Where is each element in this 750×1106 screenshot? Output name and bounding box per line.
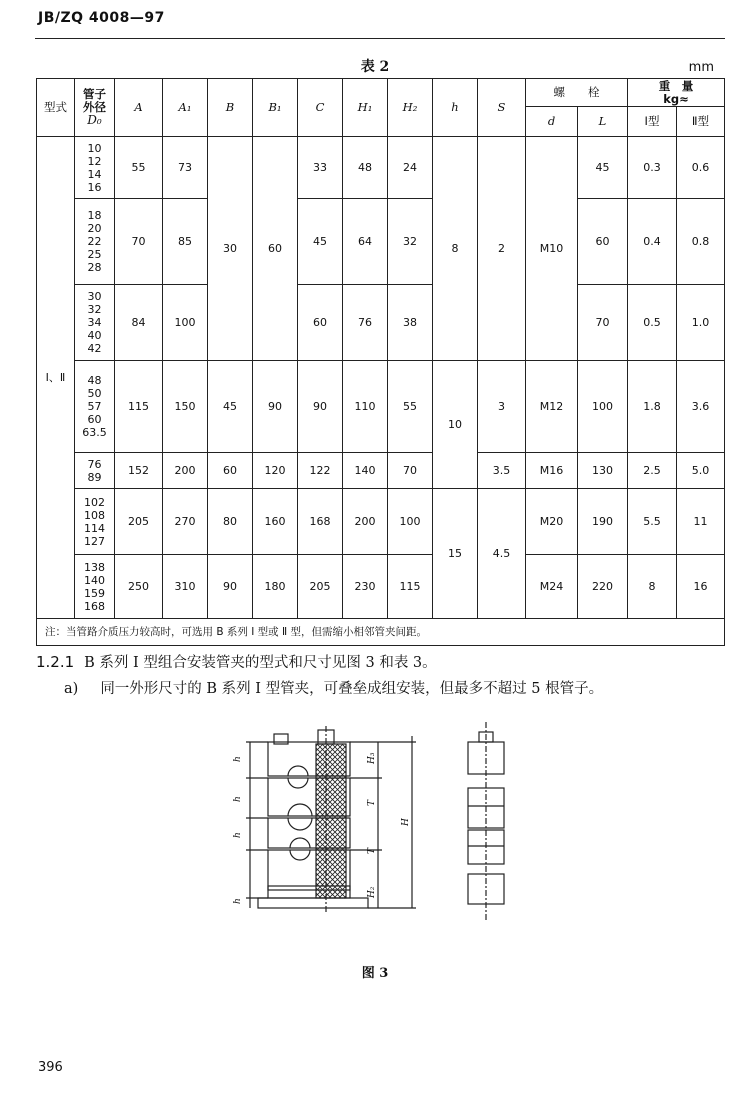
cell-S: 2 bbox=[478, 137, 526, 361]
header-B1: B₁ bbox=[253, 79, 298, 137]
table-row bbox=[37, 489, 725, 555]
dim-label-h: h bbox=[233, 898, 243, 904]
cell-L: 60 bbox=[578, 199, 628, 285]
dim-label-h: h bbox=[233, 832, 243, 838]
cell-C: 205 bbox=[298, 555, 343, 619]
page-number: 396 bbox=[38, 1060, 63, 1075]
header-B: B bbox=[208, 79, 253, 137]
cell-A: 84 bbox=[115, 285, 163, 361]
od-cell: 48 50 57 60 63.5 bbox=[75, 361, 115, 453]
header-H2: H₂ bbox=[388, 79, 433, 137]
cell-H2: 38 bbox=[388, 285, 433, 361]
cell-w1: 0.3 bbox=[628, 137, 677, 199]
dim-label-H3: H₃ bbox=[367, 752, 377, 764]
cell-w1: 1.8 bbox=[628, 361, 677, 453]
cell-C: 33 bbox=[298, 137, 343, 199]
cell-B1: 180 bbox=[253, 555, 298, 619]
cell-L: 220 bbox=[578, 555, 628, 619]
dim-label-h: h bbox=[233, 796, 243, 802]
cell-w2: 3.6 bbox=[677, 361, 725, 453]
cell-d: M24 bbox=[526, 555, 578, 619]
header-A: A bbox=[115, 79, 163, 137]
header-d: d bbox=[526, 107, 578, 137]
cell-C: 45 bbox=[298, 199, 343, 285]
cell-A: 250 bbox=[115, 555, 163, 619]
section-number: 1.2.1 bbox=[36, 653, 75, 671]
cell-H1: 200 bbox=[343, 489, 388, 555]
header-bolt: 螺 栓 bbox=[526, 79, 628, 107]
header-h: h bbox=[433, 79, 478, 137]
cell-A: 55 bbox=[115, 137, 163, 199]
cell-A: 152 bbox=[115, 453, 163, 489]
header-type2: Ⅱ型 bbox=[677, 107, 725, 137]
figure-caption: 图 3 bbox=[361, 966, 389, 981]
cell-L: 100 bbox=[578, 361, 628, 453]
header-rule bbox=[35, 38, 725, 39]
cell-d: M12 bbox=[526, 361, 578, 453]
base-plate bbox=[258, 898, 368, 908]
dim-label-H: H bbox=[401, 818, 411, 826]
cell-w2: 0.6 bbox=[677, 137, 725, 199]
cell-S: 4.5 bbox=[478, 489, 526, 619]
cell-A1: 85 bbox=[163, 199, 208, 285]
section-text: B 系列 Ⅰ 型组合安装管夹的型式和尺寸见图 3 和表 3。 bbox=[84, 655, 437, 671]
figure-3-drawing bbox=[230, 722, 530, 932]
cell-A: 115 bbox=[115, 361, 163, 453]
cell-B1: 160 bbox=[253, 489, 298, 555]
cell-L: 190 bbox=[578, 489, 628, 555]
cell-h: 8 bbox=[433, 137, 478, 361]
cell-C: 90 bbox=[298, 361, 343, 453]
table-row bbox=[37, 285, 725, 361]
cell-H2: 70 bbox=[388, 453, 433, 489]
header-weight: 重 量 kg≈ bbox=[628, 79, 725, 107]
cell-H2: 100 bbox=[388, 489, 433, 555]
table-row bbox=[37, 453, 725, 489]
table-caption: 表 2 bbox=[360, 59, 390, 75]
cell-H1: 76 bbox=[343, 285, 388, 361]
cell-d: M20 bbox=[526, 489, 578, 555]
item-label: a) bbox=[64, 681, 79, 697]
cell-L: 70 bbox=[578, 285, 628, 361]
item-text: 同一外形尺寸的 B 系列 Ⅰ 型管夹，可叠垒成组安装，但最多不超过 5 根管子。 bbox=[100, 681, 604, 697]
dim-label-H2: H₂ bbox=[367, 886, 377, 898]
cell-w2: 16 bbox=[677, 555, 725, 619]
cell-A1: 73 bbox=[163, 137, 208, 199]
cell-A1: 200 bbox=[163, 453, 208, 489]
document-code: JB/ZQ 4008—97 bbox=[38, 10, 165, 26]
cell-H1: 140 bbox=[343, 453, 388, 489]
cell-w2: 5.0 bbox=[677, 453, 725, 489]
cell-S: 3 bbox=[478, 361, 526, 453]
cell-B1: 60 bbox=[253, 137, 298, 361]
cell-h: 15 bbox=[433, 489, 478, 619]
cell-H1: 230 bbox=[343, 555, 388, 619]
cell-A1: 270 bbox=[163, 489, 208, 555]
cell-H1: 110 bbox=[343, 361, 388, 453]
table-row bbox=[37, 199, 725, 285]
cell-h: 10 bbox=[433, 361, 478, 489]
type-cell: Ⅰ、Ⅱ bbox=[37, 137, 75, 619]
cell-d: M10 bbox=[526, 137, 578, 361]
table-note: 注：当管路介质压力较高时，可选用 B 系列 Ⅰ 型或 Ⅱ 型，但需缩小相邻管夹间距。 bbox=[37, 619, 725, 646]
pipe-arc bbox=[288, 766, 308, 776]
cell-B: 80 bbox=[208, 489, 253, 555]
cell-C: 168 bbox=[298, 489, 343, 555]
od-cell: 138 140 159 168 bbox=[75, 555, 115, 619]
cell-A1: 310 bbox=[163, 555, 208, 619]
cell-C: 60 bbox=[298, 285, 343, 361]
cell-A1: 100 bbox=[163, 285, 208, 361]
header-pipe-od: 管子 外径 D₀ bbox=[75, 79, 115, 137]
header-S: S bbox=[478, 79, 526, 137]
cell-B: 45 bbox=[208, 361, 253, 453]
cell-H2: 55 bbox=[388, 361, 433, 453]
dim-label-T: T bbox=[367, 799, 377, 806]
list-item-a bbox=[64, 677, 603, 698]
table-unit: mm bbox=[688, 60, 714, 75]
od-cell: 30 32 34 40 42 bbox=[75, 285, 115, 361]
header-H1: H₁ bbox=[343, 79, 388, 137]
cell-A1: 150 bbox=[163, 361, 208, 453]
cell-w1: 0.4 bbox=[628, 199, 677, 285]
od-cell: 76 89 bbox=[75, 453, 115, 489]
cell-A: 205 bbox=[115, 489, 163, 555]
cell-d: M16 bbox=[526, 453, 578, 489]
dimension-table bbox=[36, 78, 725, 646]
cell-B: 60 bbox=[208, 453, 253, 489]
cell-w1: 8 bbox=[628, 555, 677, 619]
cell-w1: 2.5 bbox=[628, 453, 677, 489]
cell-B: 90 bbox=[208, 555, 253, 619]
cell-C: 122 bbox=[298, 453, 343, 489]
cell-B1: 120 bbox=[253, 453, 298, 489]
cell-B1: 90 bbox=[253, 361, 298, 453]
dim-label-T: T bbox=[367, 847, 377, 854]
header-A1: A₁ bbox=[163, 79, 208, 137]
cell-H1: 64 bbox=[343, 199, 388, 285]
dim-label-h: h bbox=[233, 756, 243, 762]
header-type: 型式 bbox=[37, 79, 75, 137]
cell-S: 3.5 bbox=[478, 453, 526, 489]
cell-w1: 0.5 bbox=[628, 285, 677, 361]
section-heading bbox=[36, 651, 437, 672]
cell-w1: 5.5 bbox=[628, 489, 677, 555]
table-row bbox=[37, 361, 725, 453]
cell-L: 45 bbox=[578, 137, 628, 199]
cell-H1: 48 bbox=[343, 137, 388, 199]
cell-A: 70 bbox=[115, 199, 163, 285]
od-cell: 18 20 22 25 28 bbox=[75, 199, 115, 285]
cell-w2: 1.0 bbox=[677, 285, 725, 361]
cell-w2: 11 bbox=[677, 489, 725, 555]
od-cell: 102 108 114 127 bbox=[75, 489, 115, 555]
header-C: C bbox=[298, 79, 343, 137]
cell-H2: 32 bbox=[388, 199, 433, 285]
cell-L: 130 bbox=[578, 453, 628, 489]
cell-H2: 115 bbox=[388, 555, 433, 619]
table-row bbox=[37, 555, 725, 619]
header-L: L bbox=[578, 107, 628, 137]
header-type1: Ⅰ型 bbox=[628, 107, 677, 137]
cell-w2: 0.8 bbox=[677, 199, 725, 285]
table-row bbox=[37, 137, 725, 199]
cell-H2: 24 bbox=[388, 137, 433, 199]
od-cell: 10 12 14 16 bbox=[75, 137, 115, 199]
cell-B: 30 bbox=[208, 137, 253, 361]
